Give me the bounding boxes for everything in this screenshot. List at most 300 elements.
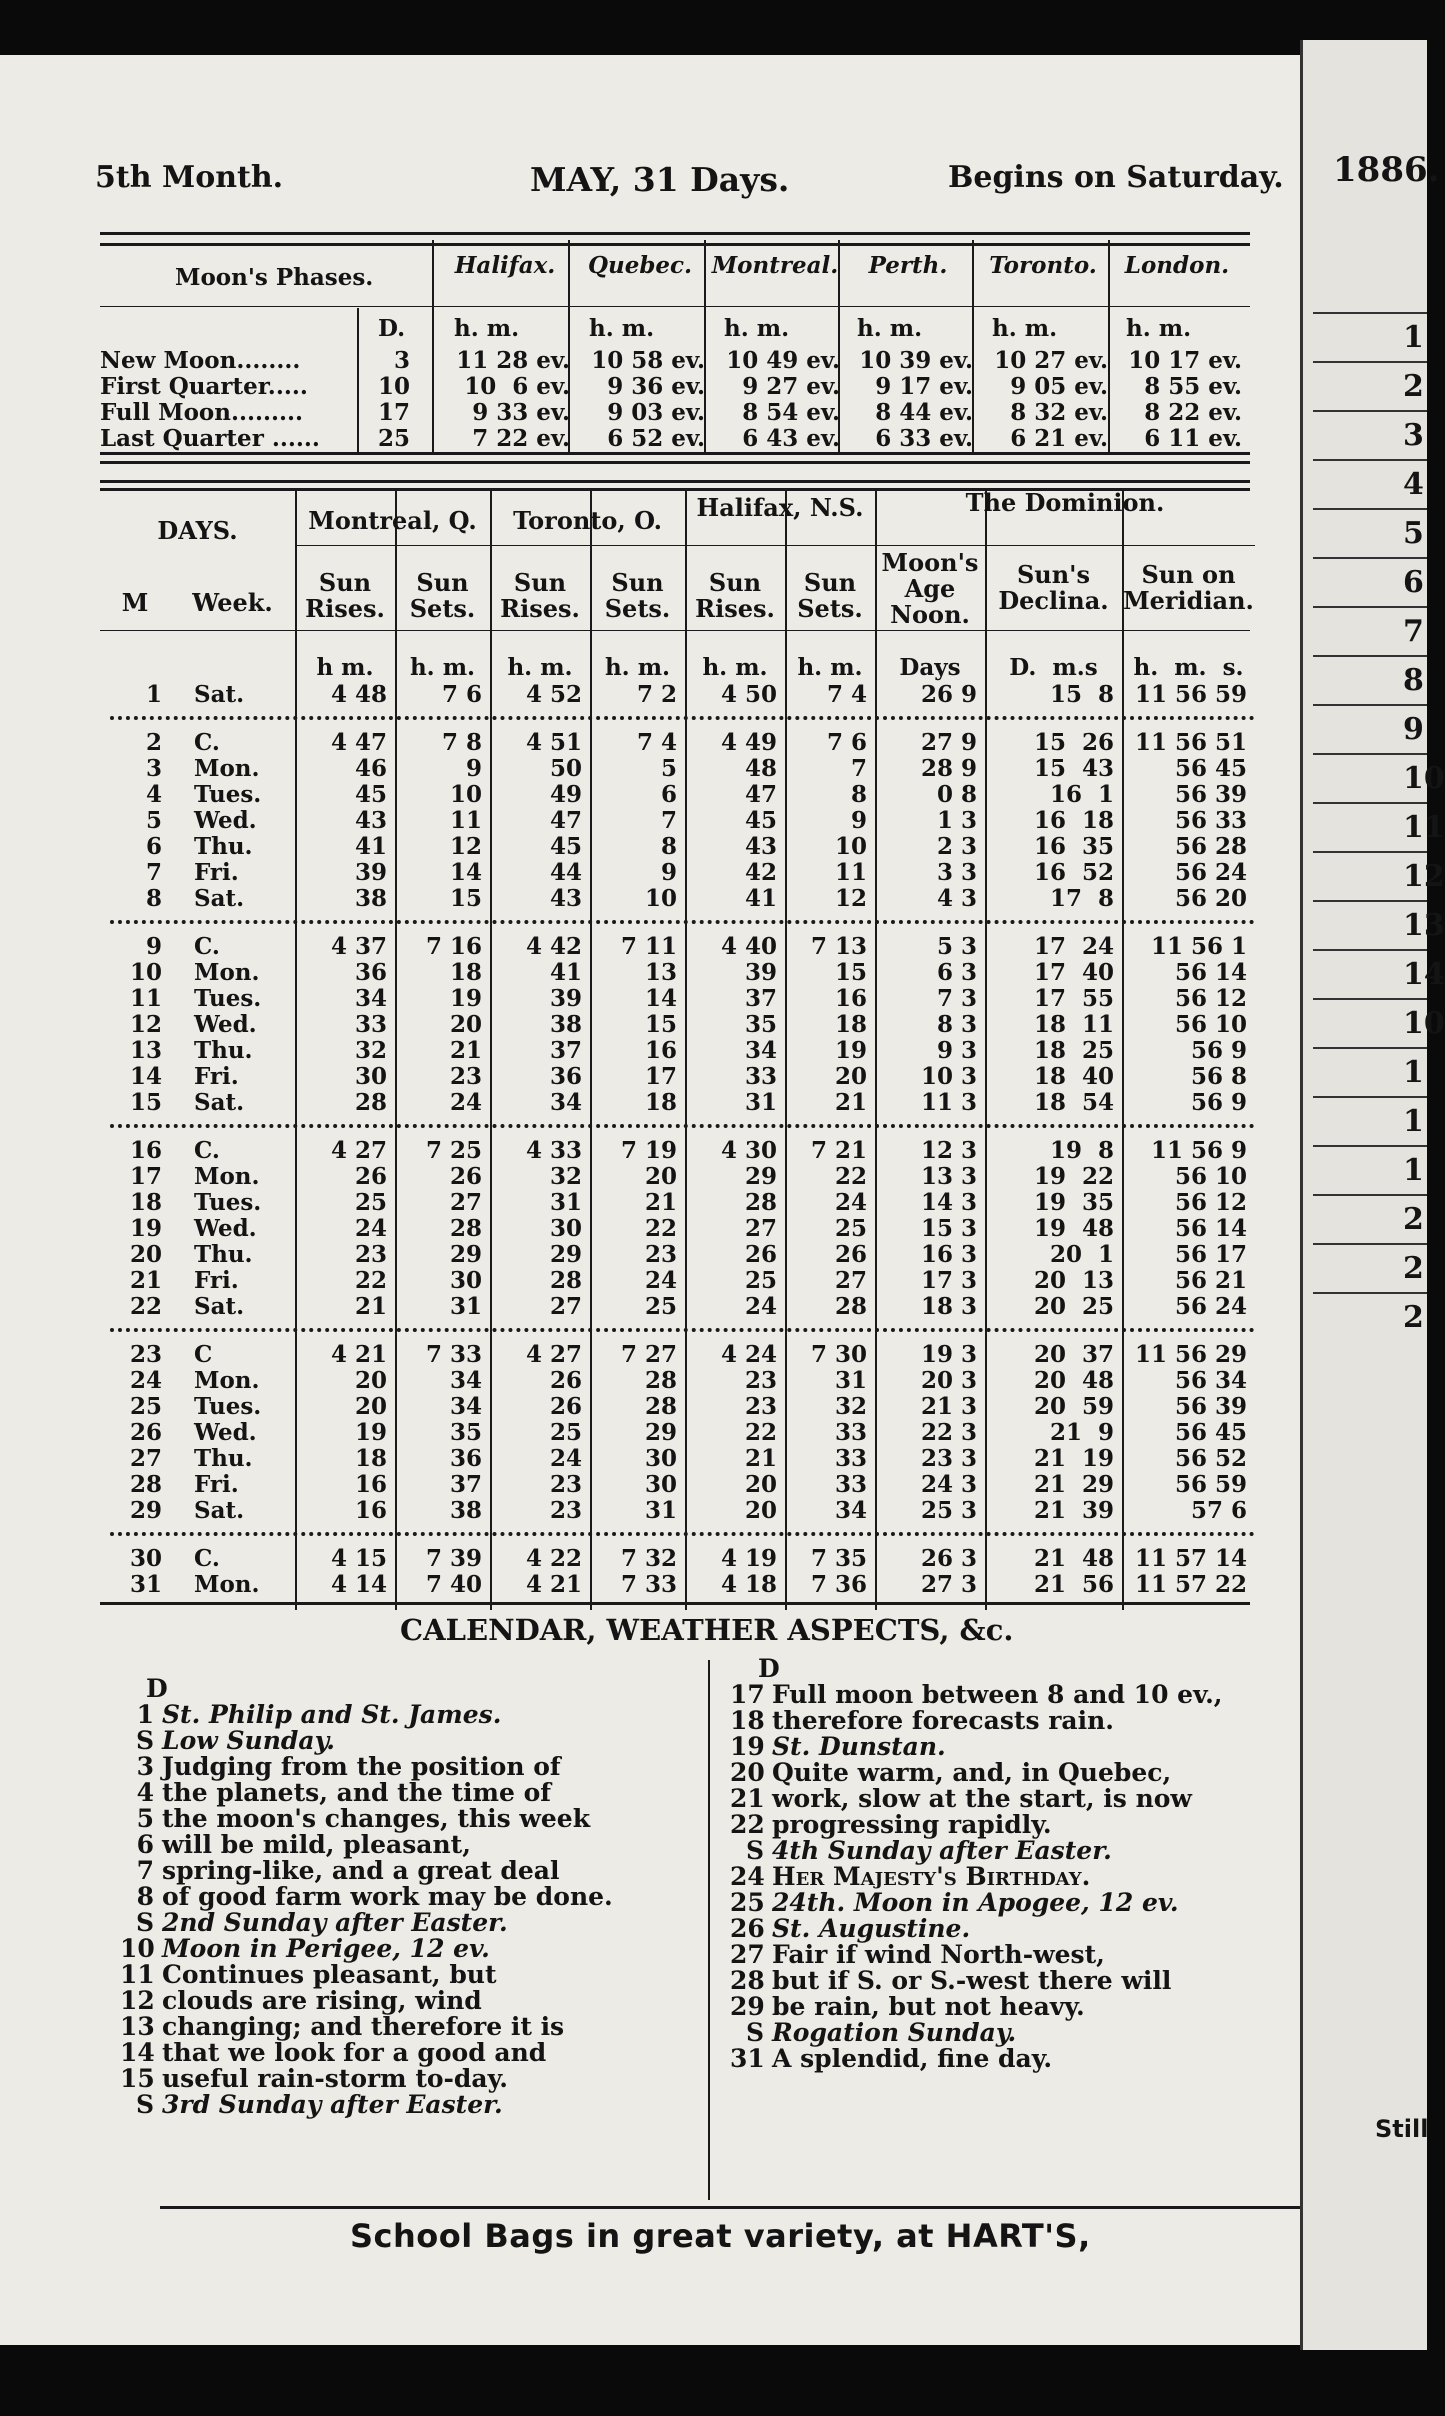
table-unit-10: h. m. s. [1133, 654, 1244, 681]
table-cell: 16 18 [1033, 807, 1114, 834]
table-cell: 21 [644, 1189, 677, 1216]
table-cell: 19 8 [1049, 1137, 1114, 1164]
calendar-line [120, 1988, 482, 2014]
table-cell: 17 [644, 1063, 677, 1090]
table-cell: 34 [744, 1037, 777, 1064]
phases-city-2: Montreal. [711, 252, 839, 279]
table-cell: 19 22 [1033, 1163, 1114, 1190]
table-cell: 11 57 22 [1134, 1571, 1247, 1598]
table-cell: 38 [354, 885, 387, 912]
adjacent-row-rule [1313, 900, 1427, 902]
calendar-line [730, 1786, 1192, 1812]
calendar-line [730, 1760, 1171, 1786]
table-cell: 23 [449, 1063, 482, 1090]
table-cell: 11 3 [920, 1089, 977, 1116]
calendar-day: 7 [136, 1856, 154, 1885]
table-cell: 36 [354, 959, 387, 986]
calendar-text: Fair if wind North-west, [772, 1940, 1105, 1969]
table-cell: 11 [129, 985, 162, 1012]
table-col-header-6: Sun Rises. [695, 568, 775, 623]
table-cell: 12 [449, 833, 482, 860]
calendar-day: 5 [136, 1804, 154, 1833]
table-cell: Tues. [194, 781, 262, 808]
phase-time: 9 27 ev. [742, 373, 840, 400]
adjacent-row-rule [1313, 1194, 1427, 1196]
table-cell: 28 [129, 1471, 162, 1498]
table-cell: 56 10 [1174, 1011, 1247, 1038]
table-cell: 7 33 [425, 1341, 482, 1368]
calendar-line [120, 1962, 497, 1988]
table-cell: 21 [354, 1293, 387, 1320]
week-separator [110, 1124, 1255, 1128]
calendar-text: Full moon between 8 and 10 ev., [772, 1680, 1223, 1709]
table-cell: 19 [834, 1037, 867, 1064]
calendar-line [730, 1942, 1105, 1968]
calendar-day: 20 [730, 1758, 765, 1787]
table-unit-7: h. m. [797, 654, 863, 681]
calendar-line [120, 1728, 335, 1754]
table-cell: 7 [850, 755, 867, 782]
table-col-header-5: Sun Sets. [604, 568, 671, 623]
adjacent-row-number: 2 [1403, 1300, 1424, 1335]
calendar-day: S [745, 2018, 764, 2047]
table-cell: 12 [129, 1011, 162, 1038]
phase-time: 7 22 ev. [472, 425, 570, 452]
table-cell: 20 [834, 1063, 867, 1090]
table-cell: 41 [744, 885, 777, 912]
table-cell: 9 [850, 807, 867, 834]
table-cell: 21 48 [1033, 1545, 1114, 1572]
table-cell: 34 [449, 1393, 482, 1420]
phase-day: 17 [377, 399, 410, 426]
table-cell: 34 [354, 985, 387, 1012]
calendar-text: 2nd Sunday after Easter. [162, 1908, 508, 1937]
calendar-line [120, 1832, 471, 1858]
table-cell: 24 [129, 1367, 162, 1394]
calendar-text: 4th Sunday after Easter. [772, 1836, 1112, 1865]
adjacent-row-number: 1 [1403, 320, 1424, 355]
table-cell: 35 [744, 1011, 777, 1038]
phase-day: 3 [393, 347, 410, 374]
table-cell: 19 [449, 985, 482, 1012]
table-cell: 24 3 [920, 1471, 977, 1498]
adjacent-row-number: 10 [1403, 1006, 1445, 1041]
table-cell: 10 [644, 885, 677, 912]
calendar-text: work, slow at the start, is now [772, 1784, 1192, 1813]
calendar-line [730, 1968, 1171, 1994]
calendar-line [120, 1780, 551, 1806]
table-cell: 23 3 [920, 1445, 977, 1472]
table-cell: 45 [744, 807, 777, 834]
table-cell: 19 [354, 1419, 387, 1446]
table-cell: 11 56 9 [1150, 1137, 1247, 1164]
calendar-line [730, 1682, 1223, 1708]
header-rule [100, 630, 1250, 631]
adjacent-row-number: 3 [1403, 418, 1424, 453]
calendar-day: 27 [730, 1940, 765, 1969]
table-cell: 22 [354, 1267, 387, 1294]
table-cell: 56 8 [1190, 1063, 1247, 1090]
table-cell: 28 9 [920, 755, 977, 782]
table-cell: 14 [449, 859, 482, 886]
table-cell: 26 [834, 1241, 867, 1268]
calendar-text: A splendid, fine day. [772, 2044, 1053, 2073]
phases-city-4: Toronto. [989, 252, 1097, 279]
table-cell: 8 [145, 885, 162, 912]
calendar-day: 4 [136, 1778, 154, 1807]
adjacent-row-rule [1313, 998, 1427, 1000]
table-cell: 7 40 [425, 1571, 482, 1598]
adjacent-row-rule [1313, 802, 1427, 804]
table-cell: 21 56 [1033, 1571, 1114, 1598]
table-cell: 20 13 [1033, 1267, 1114, 1294]
table-cell: 14 [644, 985, 677, 1012]
table-cell: 29 [744, 1163, 777, 1190]
table-cell: 14 [129, 1063, 162, 1090]
table-cell: 3 3 [936, 859, 977, 886]
table-unit-3: h. m. [409, 654, 476, 681]
table-cell: 26 [549, 1367, 582, 1394]
calendar-line [120, 2066, 508, 2092]
phases-city-3: Perth. [868, 252, 948, 279]
phases-col-divider [1108, 240, 1110, 455]
table-cell: 27 [449, 1189, 482, 1216]
table-group-1: Montreal, Q. [308, 506, 477, 535]
table-cell: 4 15 [330, 1545, 387, 1572]
table-cell: 5 [145, 807, 162, 834]
table-cell: 5 [660, 755, 677, 782]
table-cell: 32 [354, 1037, 387, 1064]
table-cell: 24 [549, 1445, 582, 1472]
table-cell: 30 [549, 1215, 582, 1242]
table-cell: 13 [644, 959, 677, 986]
phase-time: 6 52 ev. [607, 425, 705, 452]
table-cell: 4 14 [330, 1571, 387, 1598]
table-cell: Thu. [194, 1445, 253, 1472]
calendar-day: 11 [120, 1960, 155, 1989]
table-cell: 37 [744, 985, 777, 1012]
table-cell: 7 3 [936, 985, 977, 1012]
calendar-line [730, 1994, 1085, 2020]
table-cell: 15 26 [1033, 729, 1114, 756]
table-cell: 6 3 [936, 959, 977, 986]
week-separator [110, 1532, 1255, 1536]
table-cell: 4 [145, 781, 162, 808]
phase-time: 10 17 ev. [1128, 347, 1242, 374]
table-cell: 34 [834, 1497, 867, 1524]
phases-unit: h. m. [992, 315, 1058, 342]
table-cell: 4 47 [330, 729, 387, 756]
phases-unit: h. m. [1126, 315, 1192, 342]
table-cell: 26 [354, 1163, 387, 1190]
adjacent-row-rule [1313, 704, 1427, 706]
calendar-line [730, 1916, 970, 1942]
week-separator [110, 920, 1255, 924]
table-cell: 56 24 [1174, 859, 1247, 886]
table-col-header-9: Sun's Declina. [998, 560, 1109, 615]
table-cell: 24 [449, 1089, 482, 1116]
table-group-3: Halifax, N.S. [696, 493, 864, 522]
table-cell: 56 45 [1174, 1419, 1247, 1446]
table-cell: 41 [549, 959, 582, 986]
table-cell: 7 21 [810, 1137, 867, 1164]
table-cell: 30 [354, 1063, 387, 1090]
table-cell: 56 45 [1174, 755, 1247, 782]
table-cell: 26 [449, 1163, 482, 1190]
calendar-day: 24 [730, 1862, 765, 1891]
calendar-text: Her Majesty's Birthday. [772, 1862, 1091, 1891]
table-cell: 20 [354, 1393, 387, 1420]
calendar-line [120, 1858, 559, 1884]
table-cell: 18 25 [1033, 1037, 1114, 1064]
table-cell: Mon. [194, 1367, 260, 1394]
table-cell: 4 18 [720, 1571, 777, 1598]
phases-title: Moon's Phases. [175, 264, 374, 291]
table-cell: 20 [129, 1241, 162, 1268]
table-cell: 4 24 [720, 1341, 777, 1368]
table-cell: 11 57 14 [1134, 1545, 1247, 1572]
table-cell: 56 10 [1174, 1163, 1247, 1190]
table-cell: 7 2 [636, 681, 677, 708]
table-cell: 5 3 [936, 933, 977, 960]
adjacent-row-number: 2 [1403, 1202, 1424, 1237]
table-cell: 31 [549, 1189, 582, 1216]
calendar-text: Quite warm, and, in Quebec, [772, 1758, 1172, 1787]
adjacent-row-number: 14 [1403, 957, 1445, 992]
table-unit-9: D. m.s [1009, 654, 1098, 681]
group-rule [295, 545, 1255, 546]
table-cell: 21 29 [1033, 1471, 1114, 1498]
table-cell: 22 [644, 1215, 677, 1242]
table-cell: 18 3 [920, 1293, 977, 1320]
table-cell: 7 6 [441, 681, 482, 708]
table-cell: 56 12 [1174, 1189, 1247, 1216]
table-cell: 31 [644, 1497, 677, 1524]
table-cell: Sat. [194, 1089, 245, 1116]
adjacent-row-rule [1313, 410, 1427, 412]
calendar-line [730, 1890, 1179, 1916]
table-cell: 7 4 [826, 681, 867, 708]
calendar-line [730, 1864, 1090, 1890]
table-cell: 29 [449, 1241, 482, 1268]
calendar-text: Moon in Perigee, 12 ev. [162, 1934, 490, 1963]
phase-name: Full Moon......... [100, 399, 304, 426]
table-unit-2: h m. [316, 654, 374, 681]
adjacent-row-number: 1 [1403, 1104, 1424, 1139]
table-cell: C. [194, 1545, 220, 1572]
phase-name: Last Quarter ...... [100, 425, 320, 452]
footer-rule [160, 2206, 1300, 2209]
table-cell: 56 17 [1174, 1241, 1247, 1268]
phases-top-rule-2 [100, 243, 1250, 246]
table-cell: Fri. [194, 859, 239, 886]
table-cell: 24 [744, 1293, 777, 1320]
phases-unit: h. m. [857, 315, 923, 342]
calendar-day: 17 [730, 1680, 765, 1709]
table-cell: 21 39 [1033, 1497, 1114, 1524]
table-cell: 17 40 [1033, 959, 1114, 986]
table-cell: Thu. [194, 1241, 253, 1268]
table-cell: 4 49 [720, 729, 777, 756]
table-cell: 20 [449, 1011, 482, 1038]
table-cell: 18 40 [1033, 1063, 1114, 1090]
table-cell: 21 19 [1033, 1445, 1114, 1472]
table-cell: 10 3 [920, 1063, 977, 1090]
adjacent-row-rule [1313, 655, 1427, 657]
calendar-day: S [135, 1726, 154, 1755]
phases-city-5: London. [1124, 252, 1230, 279]
table-cell: 20 [744, 1471, 777, 1498]
table-cell: 23 [744, 1367, 777, 1394]
table-cell: 1 3 [936, 807, 977, 834]
begins-on: Begins on Saturday. [948, 160, 1284, 195]
table-col-header-3: Sun Sets. [409, 568, 476, 623]
table-cell: 18 [354, 1445, 387, 1472]
table-cell: 4 27 [525, 1341, 582, 1368]
calendar-left-head: D [146, 1674, 168, 1703]
phase-time: 8 44 ev. [875, 399, 973, 426]
table-cell: 57 6 [1190, 1497, 1247, 1524]
phase-time: 8 22 ev. [1144, 399, 1242, 426]
table-cell: 4 19 [720, 1545, 777, 1572]
table-cell: 22 3 [920, 1419, 977, 1446]
table-cell: 9 3 [936, 1037, 977, 1064]
week-separator [110, 1328, 1255, 1332]
table-cell: 22 [834, 1163, 867, 1190]
adjacent-row-number: 2 [1403, 369, 1424, 404]
calendar-text: of good farm work may be done. [162, 1882, 613, 1911]
phase-time: 8 54 ev. [742, 399, 840, 426]
month-number: 5th Month. [95, 160, 284, 195]
table-cell: 31 [449, 1293, 482, 1320]
phase-time: 6 33 ev. [875, 425, 973, 452]
table-cell: 11 [449, 807, 482, 834]
table-cell: 7 13 [810, 933, 867, 960]
calendar-divider [708, 1660, 710, 2200]
table-cell: 21 9 [1049, 1419, 1114, 1446]
table-unit-8: Days [899, 654, 961, 681]
table-cell: 56 9 [1190, 1089, 1247, 1116]
table-cell: 56 14 [1174, 1215, 1247, 1242]
table-cell: 20 1 [1049, 1241, 1114, 1268]
phase-name: New Moon........ [100, 347, 301, 374]
phases-d-label: D. [378, 315, 406, 342]
table-cell: 23 [549, 1471, 582, 1498]
table-cell: 47 [744, 781, 777, 808]
calendar-text: but if S. or S.-west there will [772, 1966, 1172, 1995]
table-cell: 32 [549, 1163, 582, 1190]
adjacent-row-rule [1313, 753, 1427, 755]
phase-name: First Quarter..... [100, 373, 308, 400]
adjacent-year: 1886. [1333, 150, 1440, 190]
table-cell: 11 56 51 [1134, 729, 1247, 756]
adjacent-row-number: 4 [1403, 467, 1424, 502]
table-cell: 7 19 [620, 1137, 677, 1164]
table-cell: 11 56 1 [1150, 933, 1247, 960]
table-cell: 25 [644, 1293, 677, 1320]
table-cell: 33 [354, 1011, 387, 1038]
table-cell: 4 30 [720, 1137, 777, 1164]
table-cell: 29 [549, 1241, 582, 1268]
table-cell: 23 [644, 1241, 677, 1268]
table-col-header-2: Sun Rises. [305, 568, 385, 623]
table-cell: 56 12 [1174, 985, 1247, 1012]
table-cell: 7 39 [425, 1545, 482, 1572]
calendar-line [120, 1884, 613, 1910]
phase-day: 25 [377, 425, 410, 452]
table-cell: 20 [354, 1367, 387, 1394]
calendar-text: the moon's changes, this week [162, 1804, 591, 1833]
page-title: MAY, 31 Days. [530, 160, 790, 199]
adjacent-row-rule [1313, 1292, 1427, 1294]
table-cell: 11 56 59 [1134, 681, 1247, 708]
table-cell: Fri. [194, 1267, 239, 1294]
calendar-line [120, 1702, 501, 1728]
calendar-right-head: D [758, 1654, 780, 1683]
calendar-text: 24th. Moon in Apogee, 12 ev. [772, 1888, 1179, 1917]
table-cell: 39 [354, 859, 387, 886]
calendar-day: 15 [120, 2064, 155, 2093]
table-cell: 27 3 [920, 1571, 977, 1598]
adjacent-row-number: 11 [1403, 810, 1445, 845]
table-cell: 47 [549, 807, 582, 834]
table-cell: 20 25 [1033, 1293, 1114, 1320]
table-cell: 19 3 [920, 1341, 977, 1368]
phases-bottom-rule-2 [100, 461, 1250, 464]
table-cell: 20 48 [1033, 1367, 1114, 1394]
table-cell: 41 [354, 833, 387, 860]
adjacent-row-number: 13 [1403, 908, 1445, 943]
adjacent-row-rule [1313, 508, 1427, 510]
table-cell: 15 [644, 1011, 677, 1038]
adjacent-row-rule [1313, 1145, 1427, 1147]
calendar-day: 3 [136, 1752, 154, 1781]
calendar-line [120, 2092, 503, 2118]
table-col-header-1: Week. [192, 588, 273, 617]
table-cell: 14 3 [920, 1189, 977, 1216]
table-cell: 18 [129, 1189, 162, 1216]
table-cell: 7 [660, 807, 677, 834]
table-cell: Mon. [194, 1571, 260, 1598]
calendar-text: St. Philip and St. James. [162, 1700, 502, 1729]
table-cell: 29 [129, 1497, 162, 1524]
adjacent-row-rule [1313, 606, 1427, 608]
calendar-text: be rain, but not heavy. [772, 1992, 1085, 2021]
calendar-text: useful rain-storm to-day. [162, 2064, 508, 2093]
table-cell: 25 [354, 1189, 387, 1216]
table-cell: 25 [549, 1419, 582, 1446]
adjacent-row-number: 8 [1403, 663, 1424, 698]
table-cell: 12 [834, 885, 867, 912]
table-bottom-rule [100, 1602, 1250, 1605]
table-cell: 26 3 [920, 1545, 977, 1572]
table-cell: 1 [145, 681, 162, 708]
table-cell: 2 3 [936, 833, 977, 860]
table-cell: 7 16 [425, 933, 482, 960]
table-cell: 37 [549, 1037, 582, 1064]
calendar-text: clouds are rising, wind [162, 1986, 482, 2015]
table-col-header-4: Sun Rises. [500, 568, 580, 623]
calendar-day: 25 [730, 1888, 765, 1917]
calendar-text: changing; and therefore it is [162, 2012, 565, 2041]
table-cell: 4 33 [525, 1137, 582, 1164]
table-cell: 36 [549, 1063, 582, 1090]
calendar-text: Judging from the position of [162, 1752, 561, 1781]
table-cell: 28 [834, 1293, 867, 1320]
table-cell: 19 35 [1033, 1189, 1114, 1216]
table-cell: Sat. [194, 681, 245, 708]
table-cell: 28 [449, 1215, 482, 1242]
